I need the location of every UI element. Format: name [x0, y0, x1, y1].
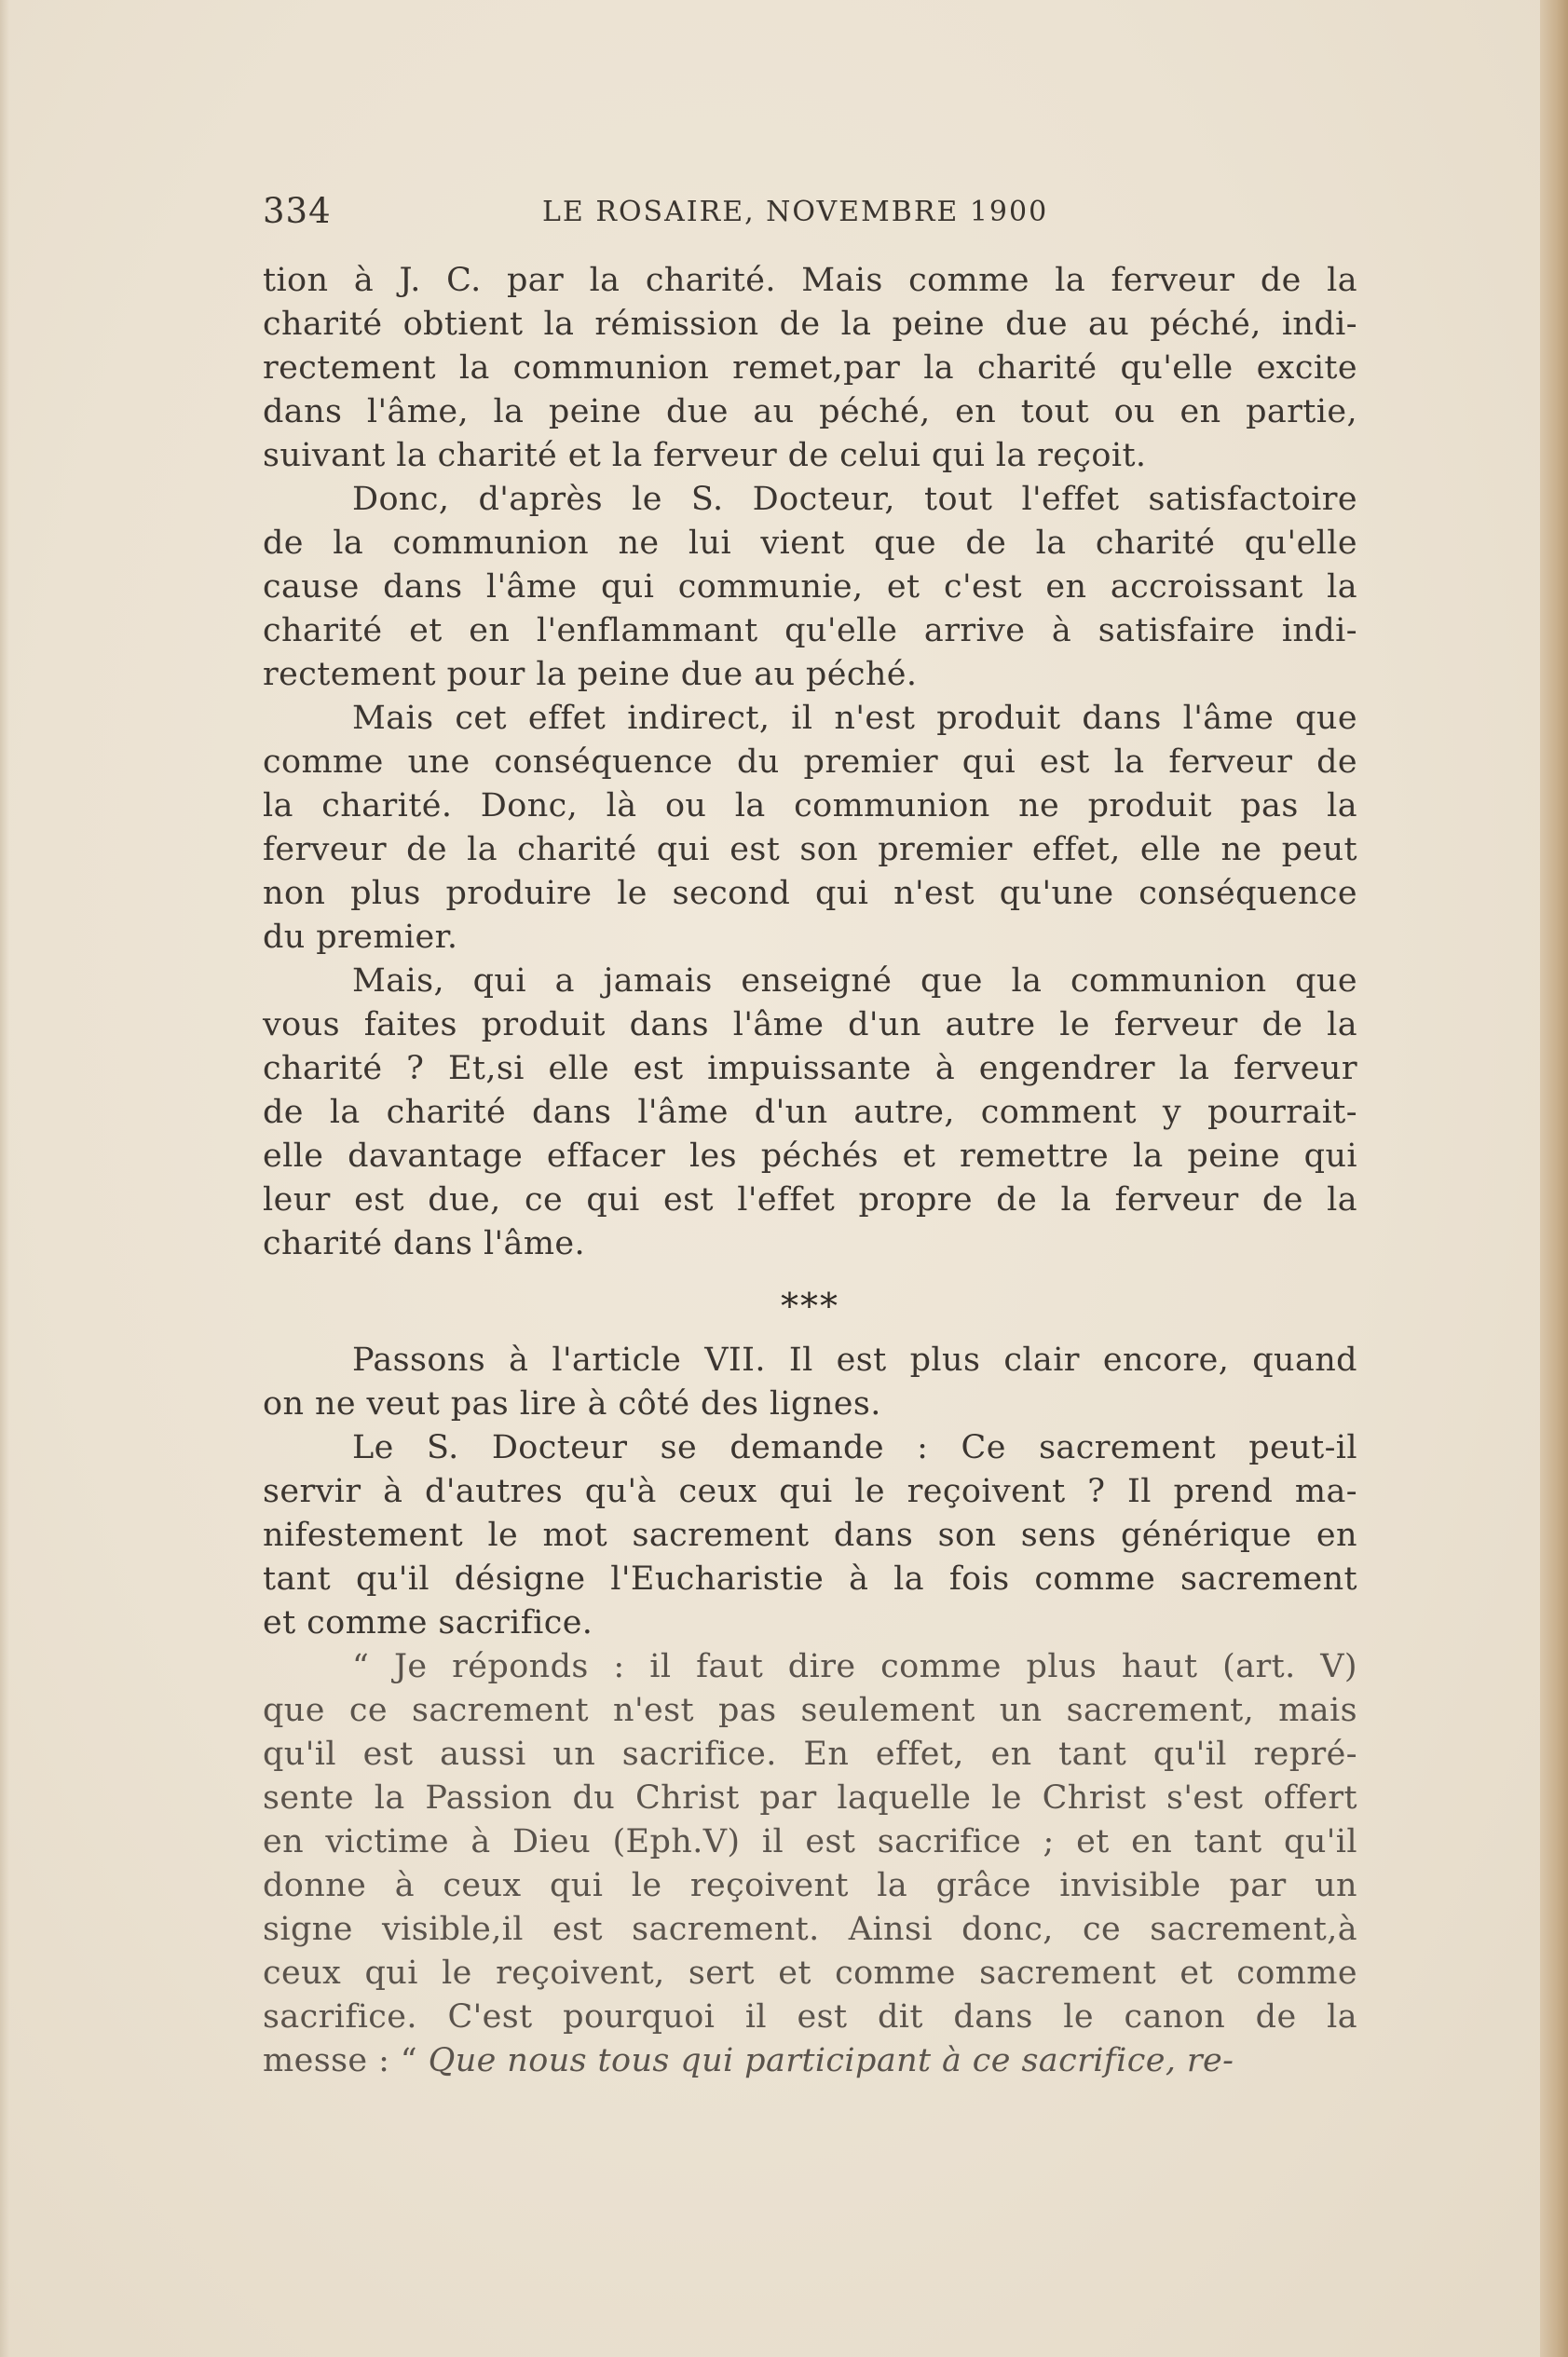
text-line: comme une conséquence du premier qui est la ferveur de	[263, 743, 1357, 781]
text-line: donne à ceux qui le reçoivent la grâce invisible par un	[263, 1867, 1357, 1904]
text-line: ferveur de la charité qui est son premier effet, elle ne peut	[263, 831, 1357, 868]
text-line: sente la Passion du Christ par laquelle le Christ s'est offert	[263, 1779, 1357, 1817]
text-line: tion à J. C. par la charité. Mais comme la ferveur de la	[263, 262, 1357, 299]
text-line: charité ? Et,si elle est impuissante à engendrer la ferveur	[263, 1050, 1357, 1087]
text-line: dans l'âme, la peine due au péché, en tout ou en partie,	[263, 393, 1357, 430]
text-line: Mais, qui a jamais enseigné que la communion que	[352, 962, 1357, 1000]
text-line: la charité. Donc, là ou la communion ne produit pas la	[263, 787, 1357, 824]
paragraph-5	[263, 1339, 1357, 1426]
page-number: 334	[263, 191, 332, 231]
page-header	[263, 191, 1362, 238]
paragraph-2	[263, 478, 1357, 697]
body-text	[263, 259, 1357, 2083]
text-line: ceux qui le reçoivent, sert et comme sacrement et comme	[263, 1955, 1357, 1992]
text-line: non plus produire le second qui n'est qu'une conséquence	[263, 875, 1357, 912]
paragraph-3	[263, 697, 1357, 960]
text-line: tant qu'il désigne l'Eucharistie à la fois comme sacrement	[263, 1560, 1357, 1598]
text-fragment: messe : “	[263, 2042, 429, 2079]
text-line: que ce sacrement n'est pas seulement un sacrement, mais	[263, 1692, 1357, 1729]
text-line: sacrifice. C'est pourquoi il est dit dans le canon de la	[263, 1998, 1357, 2036]
text-line: et comme sacrifice.	[263, 1604, 593, 1642]
text-line: charité obtient la rémission de la peine due au péché, indi-	[263, 306, 1357, 343]
text-line: elle davantage effacer les péchés et remettre la peine qui	[263, 1138, 1357, 1175]
text-line: leur est due, ce qui est l'effet propre de la ferveur de la	[263, 1181, 1357, 1219]
running-title: LE ROSAIRE, NOVEMBRE 1900	[542, 196, 1049, 228]
text-line: servir à d'autres qu'à ceux qui le reçoivent ? Il prend ma-	[263, 1473, 1357, 1510]
text-line: Le S. Docteur se demande : Ce sacrement peut-il	[352, 1429, 1357, 1466]
text-line: Passons à l'article VII. Il est plus clair encore, quand	[352, 1342, 1357, 1379]
text-line: en victime à Dieu (Eph.V) il est sacrifice ; et en tant qu'il	[263, 1823, 1357, 1860]
text-line: de la charité dans l'âme d'un autre, comment y pourrait-	[263, 1094, 1357, 1131]
text-line: charité dans l'âme.	[263, 1225, 586, 1262]
text-line: vous faites produit dans l'âme d'un autre le ferveur de la	[263, 1006, 1357, 1043]
text-line-final	[263, 2039, 1357, 2083]
text-line: rectement pour la peine due au péché.	[263, 656, 918, 693]
text-line: charité et en l'enflammant qu'elle arrive à satisfaire indi-	[263, 612, 1357, 649]
text-line: qu'il est aussi un sacrifice. En effet, en tant qu'il repré-	[263, 1736, 1357, 1773]
page-right-edge	[1540, 0, 1568, 2357]
text-line: on ne veut pas lire à côté des lignes.	[263, 1385, 881, 1423]
text-line: Mais cet effet indirect, il n'est produit dans l'âme que	[352, 700, 1357, 737]
quotation-paragraph	[263, 1645, 1357, 2083]
paragraph-6	[263, 1426, 1357, 1645]
text-line: suivant la charité et la ferveur de celui qui la reçoit.	[263, 437, 1147, 474]
paragraph-1	[263, 259, 1357, 478]
text-line: nifestement le mot sacrement dans son sens générique en	[263, 1517, 1357, 1554]
text-line: du premier.	[263, 919, 458, 956]
text-line: signe visible,il est sacrement. Ainsi donc, ce sacrement,à	[263, 1911, 1357, 1948]
section-separator: ***	[781, 1286, 839, 1327]
text-line: rectement la communion remet,par la charité qu'elle excite	[263, 349, 1357, 387]
text-line: de la communion ne lui vient que de la charité qu'elle	[263, 525, 1357, 562]
paragraph-4	[263, 960, 1357, 1266]
text-line: “ Je réponds : il faut dire comme plus haut (art. V)	[352, 1648, 1357, 1685]
italic-quote: Que nous tous qui participant à ce sacrifice, re-	[428, 2042, 1234, 2079]
text-line: Donc, d'après le S. Docteur, tout l'effet satisfactoire	[352, 481, 1357, 518]
page-left-edge	[0, 0, 9, 2357]
text-line: cause dans l'âme qui communie, et c'est en accroissant la	[263, 568, 1357, 606]
